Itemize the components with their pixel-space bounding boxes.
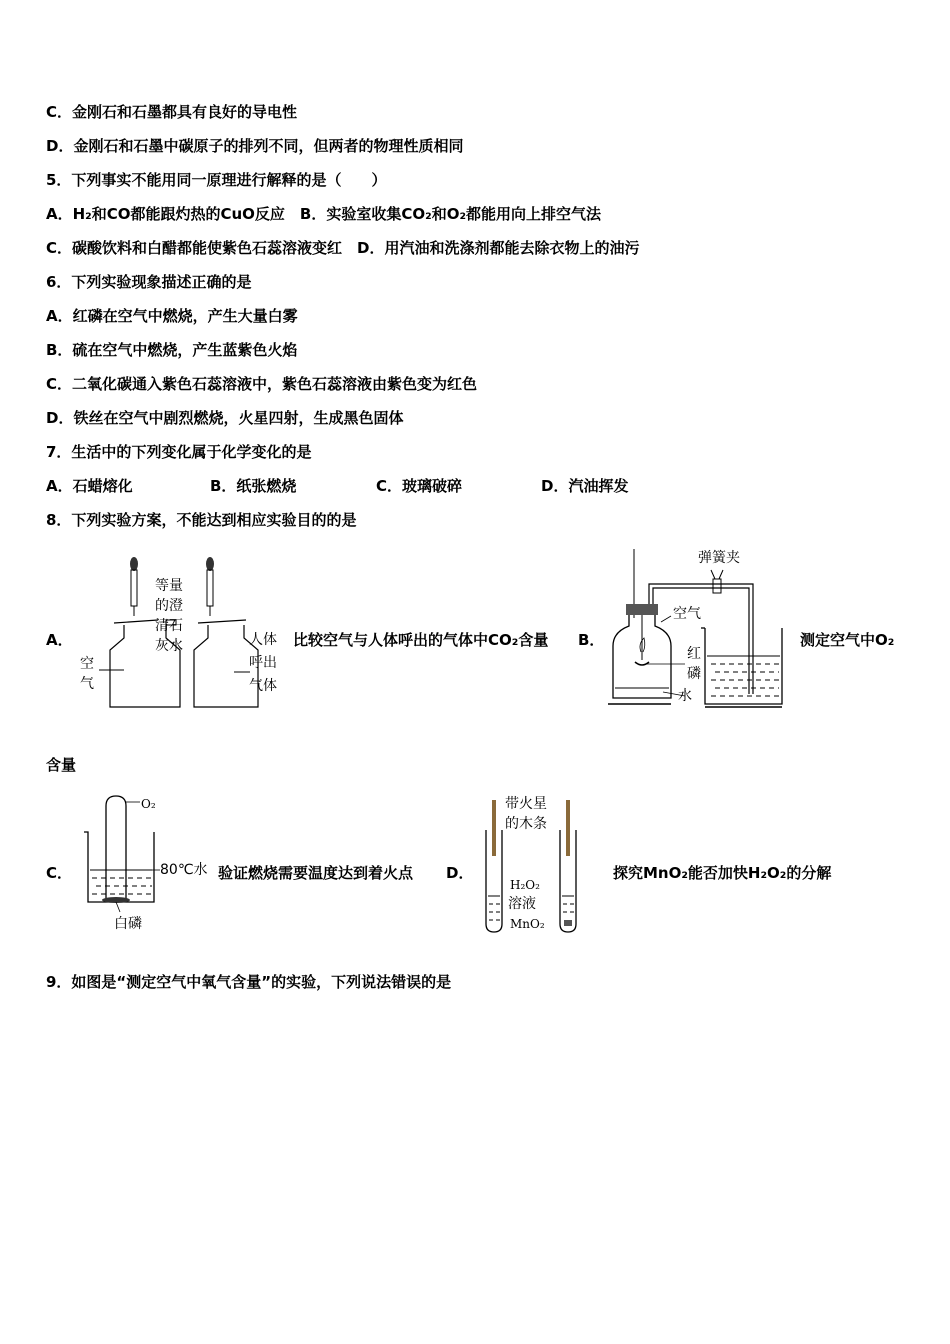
fig-a-note-4: 灰水 — [155, 638, 183, 654]
fig-a-note-2: 的澄 — [155, 598, 183, 614]
option-d-prev: D．金刚石和石墨中碳原子的排列不同，但两者的物理性质相同 — [46, 137, 464, 155]
glass-plate-right — [198, 620, 246, 623]
rubber-stopper — [626, 604, 658, 615]
q8-b-text-continued: 含量 — [46, 756, 77, 774]
combustion-spoon — [635, 662, 649, 665]
fig-a-left-1: 空 — [80, 656, 94, 672]
option-c-prev: C．金刚石和石墨都具有良好的导电性 — [46, 103, 298, 121]
question-6: 6．下列实验现象描述正确的是 — [46, 273, 252, 291]
dropper-bulb-left — [130, 557, 138, 571]
q7-option-d: D．汽油挥发 — [541, 477, 629, 495]
beaker — [705, 628, 782, 704]
mno2-powder — [564, 920, 572, 926]
q7-option-a: A．石蜡熔化 — [46, 477, 133, 495]
fig-b-clamp-label: 弹簧夹 — [698, 550, 740, 566]
fig-a-right-2: 呼出 — [249, 655, 277, 671]
dropper-tube-left — [131, 570, 137, 606]
connecting-tube-inner — [653, 588, 749, 694]
spring-clamp — [713, 579, 721, 593]
beaker-water-hatching — [711, 664, 779, 696]
q6-option-d: D．铁丝在空气中剧烈燃烧，火星四射，生成黑色固体 — [46, 409, 404, 427]
q8-b-text: 测定空气中O₂ — [800, 631, 895, 649]
question-8: 8．下列实验方案，不能达到相应实验目的的是 — [46, 511, 357, 529]
dropper-bulb-right — [206, 557, 214, 571]
oxygen-tube — [106, 796, 126, 900]
fig-b-water-label: 水 — [678, 688, 692, 704]
fig-c-white-p-label: 白磷 — [114, 916, 142, 932]
fig-c-o2-label: O₂ — [141, 797, 156, 811]
spring-clamp-handles — [711, 570, 723, 579]
fig-d-mno2-label: MnO₂ — [510, 917, 545, 931]
q7-option-b: B．纸张燃烧 — [210, 477, 297, 495]
fig-a-right-1: 人体 — [249, 632, 277, 648]
q7-option-c: C．玻璃破碎 — [376, 477, 463, 495]
leader-white-p — [116, 902, 120, 912]
glass-plate-left — [114, 620, 158, 623]
fig-d-solution-label: 溶液 — [508, 896, 536, 912]
fig-b-red-2: 磷 — [687, 666, 701, 682]
water-hatching — [92, 878, 152, 894]
q8-c-text: 验证燃烧需要温度达到着火点 — [218, 864, 414, 882]
fig-b-red-1: 红 — [687, 646, 701, 662]
question-9: 9．如图是“测定空气中氧气含量”的实验，下列说法错误的是 — [46, 973, 452, 991]
q5-options-cd: C．碳酸饮料和白醋都能使紫色石蕊溶液变红 D．用汽油和洗涤剂都能去除衣物上的油污 — [46, 239, 640, 257]
leader-air — [661, 616, 671, 622]
q8-b-label: B． — [578, 631, 605, 649]
q8-c-label: C． — [46, 864, 73, 882]
fig-d-stick-2: 的木条 — [505, 816, 547, 832]
q6-option-a: A．红磷在空气中燃烧，产生大量白雾 — [46, 307, 298, 325]
fig-c-water-label: 80℃水 — [160, 862, 208, 878]
q5-options-ab: A．H₂和CO都能跟灼热的CuO反应 B．实验室收集CO₂和O₂都能用向上排空气法 — [46, 205, 602, 223]
fig-d-stick-1: 带火星 — [505, 796, 547, 812]
q8-d-text: 探究MnO₂能否加快H₂O₂的分解 — [613, 864, 832, 882]
question-7: 7．生活中的下列变化属于化学变化的是 — [46, 443, 312, 461]
figure-b-oxygen-measurement — [605, 546, 790, 711]
q6-option-c: C．二氧化碳通入紫色石蕊溶液中，紫色石蕊溶液由紫色变为红色 — [46, 375, 478, 393]
dropper-tube-right — [207, 570, 213, 606]
q8-d-label: D． — [446, 864, 474, 882]
fig-a-note-1: 等量 — [155, 578, 183, 594]
q8-a-text: 比较空气与人体呼出的气体中CO₂含量 — [293, 631, 549, 649]
fig-a-right-3: 气体 — [249, 678, 277, 694]
fig-a-left-2: 气 — [80, 676, 94, 692]
q6-option-b: B．硫在空气中燃烧，产生蓝紫色火焰 — [46, 341, 298, 359]
q8-a-label: A． — [46, 631, 73, 649]
question-5: 5．下列事实不能用同一原理进行解释的是（ ） — [46, 171, 387, 189]
connecting-tube — [649, 584, 753, 694]
fig-b-air-label: 空气 — [673, 606, 701, 622]
fig-d-h2o2-label: H₂O₂ — [510, 878, 540, 892]
beaker — [84, 832, 154, 902]
fig-a-note-3: 清石 — [155, 618, 183, 634]
